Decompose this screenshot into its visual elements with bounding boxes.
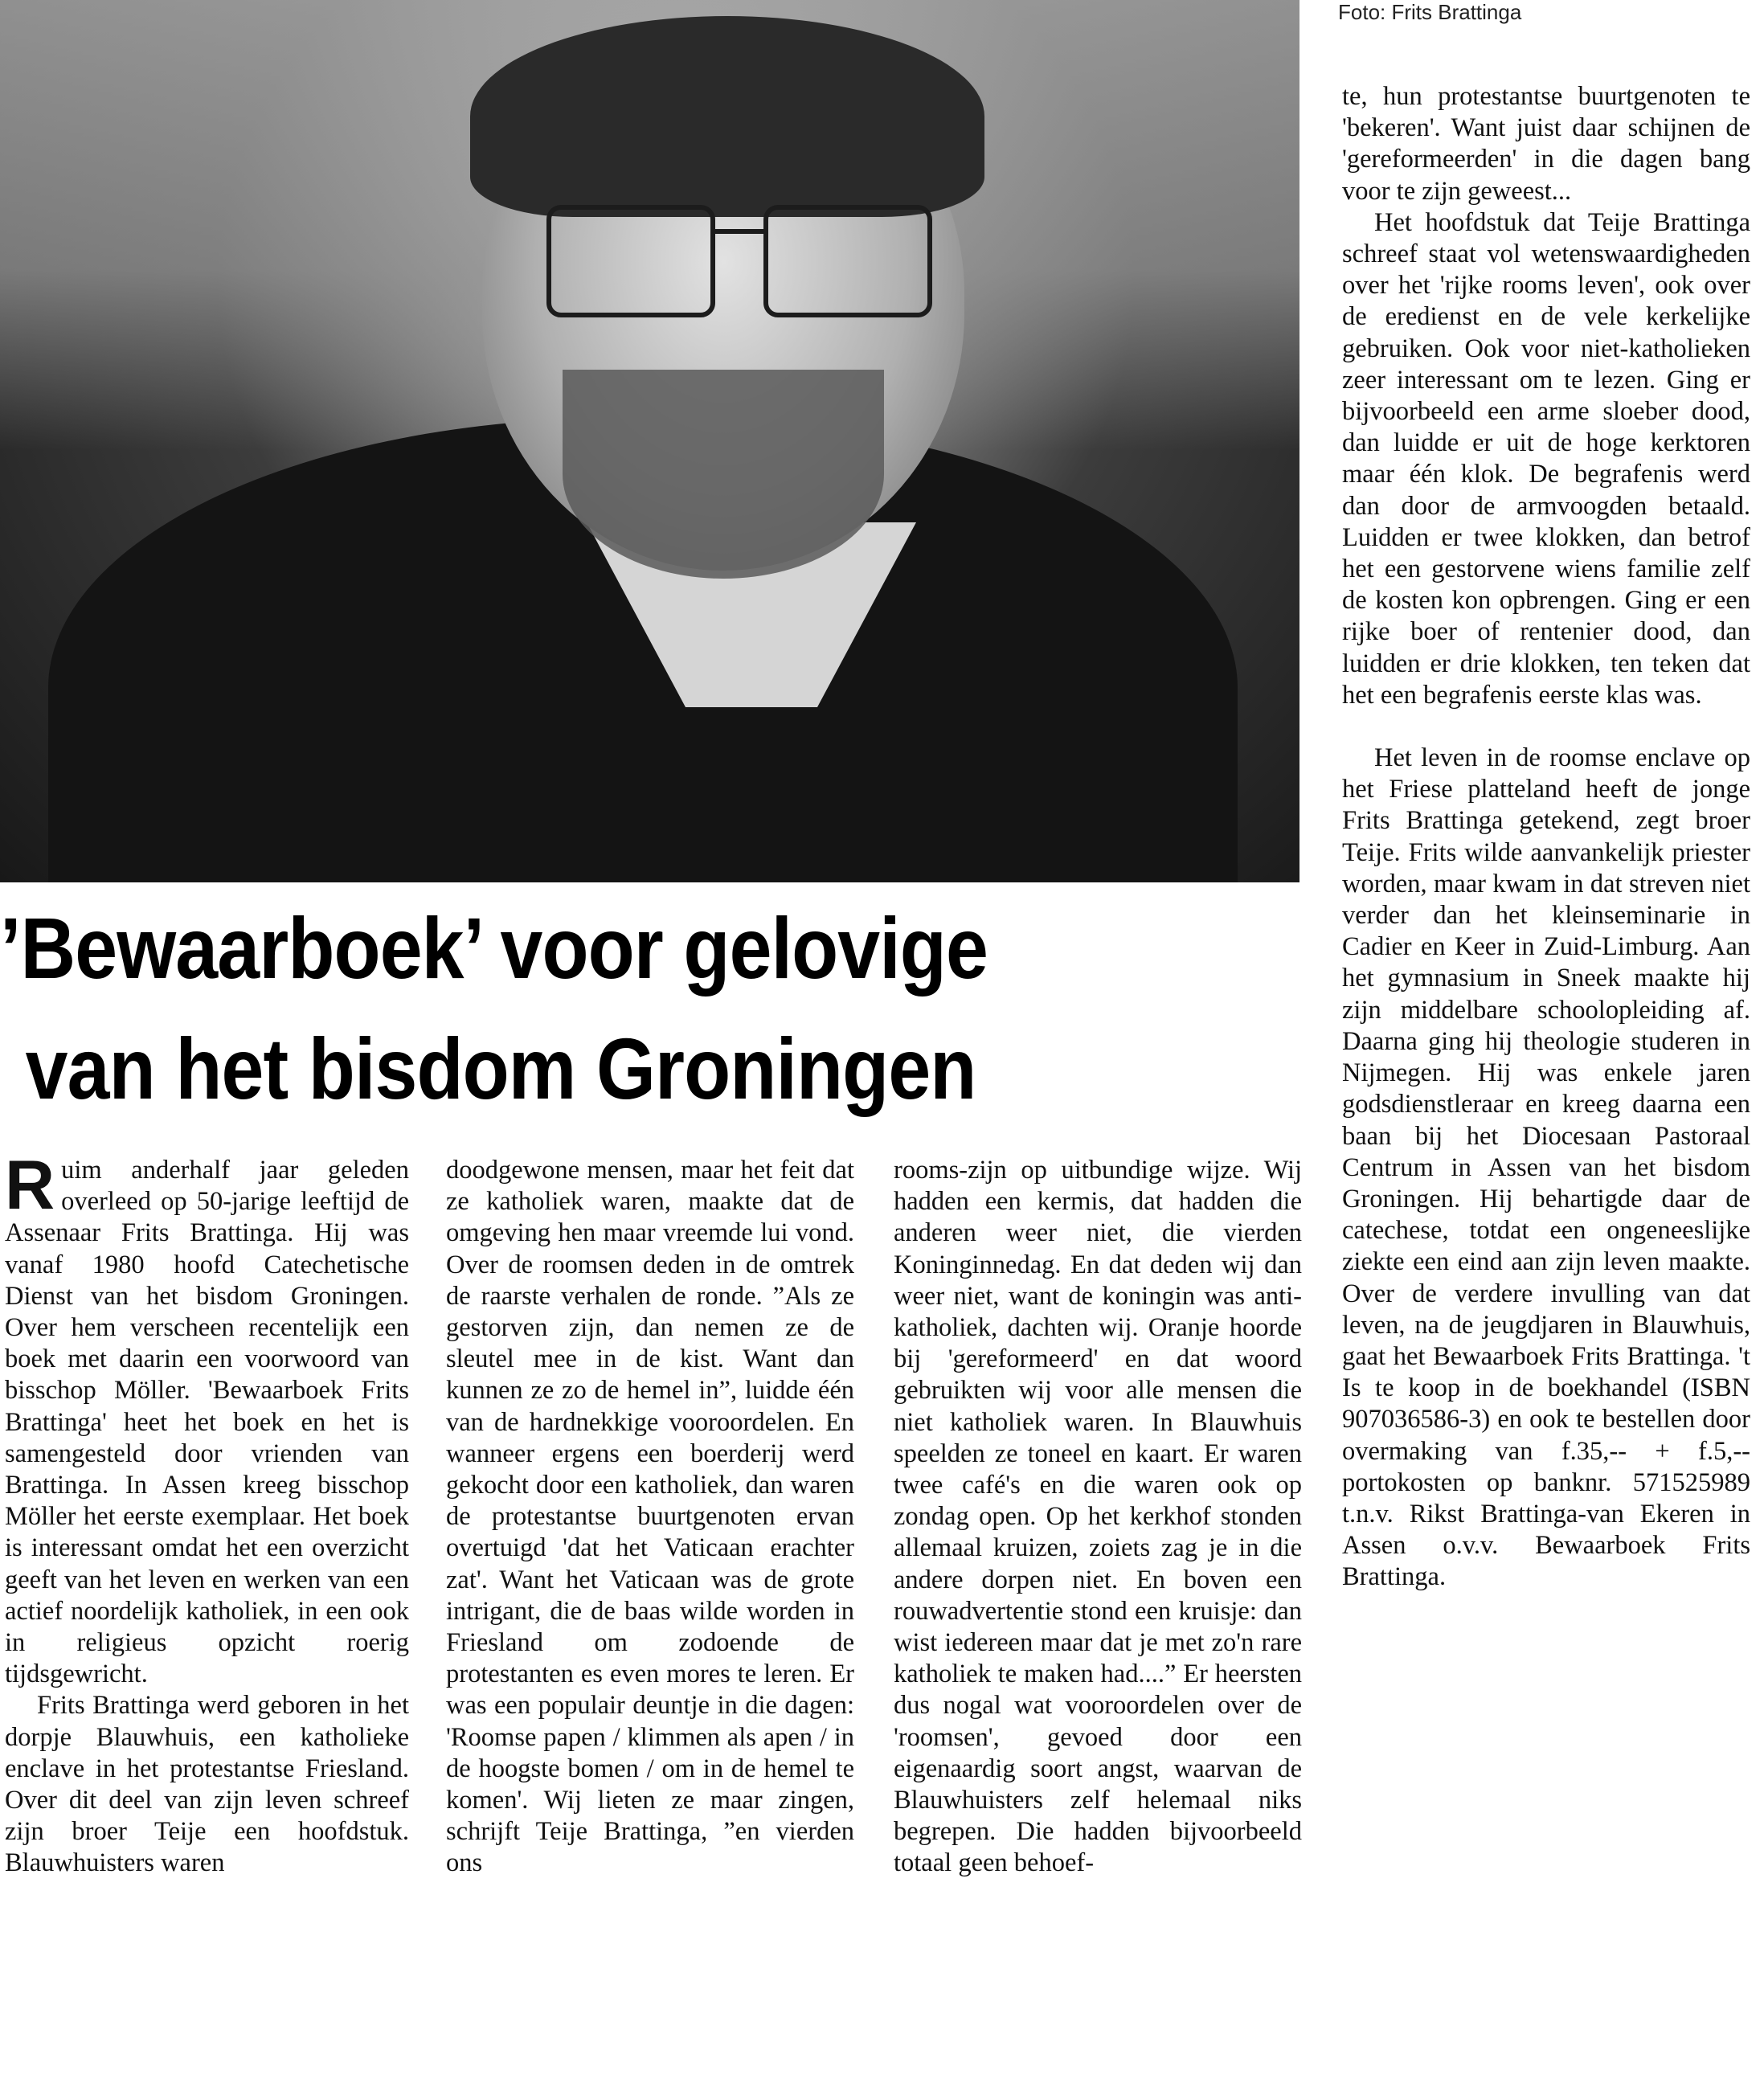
paragraph: Het hoofdstuk dat Teije Brattinga schreef staat vol wetenswaardigheden over het 'rijke rooms leven', ook over de eredienst en de vele kerkelijke gebruiken. Ook voor niet-katholieken zeer interessant om te lezen. Ging er bijvoorbeeld een arme sloeber dood, dan luidde er uit de hoge kerktoren maar één klok. De begrafenis werd dan door de armvoogden betaald. Luidden er twee klokken, dan betrof het een gestorvene wiens familie zelf de kosten kon opbrengen. Ging er een rijke boer of rentenier dood, dan luidden er drie klokken, ten teken dat het een begrafenis eerste klas was. [1342, 207, 1750, 710]
paragraph: rooms-zijn op uitbundige wijze. Wij hadden een kermis, dat hadden die anderen weer niet, die vierden Koninginnedag. En dat deden wij dan weer niet, want de koningin was anti-katholiek, dachten wij. Oranje hoorde bij 'gereformeerd' en dat woord gebruikten wij voor alle mensen die niet katholiek waren. In Blauwhuis speelden ze toneel en kaart. Er waren twee café's en die waren ook op zondag open. Op het kerkhof stonden allemaal kruizen, zoiets zag je in die andere dorpen niet. En boven een rouwadvertentie stond een kruisje: dan wist iedereen maar dat je met zo'n rare katholiek te maken had....” Er heersten dus nogal wat vooroordelen over de 'roomsen', gevoed door een eigenaardig soort angst, waarvan de Blauwhuisters zelf helemaal niks begrepen. Die hadden bijvoorbeeld totaal geen behoef- [894, 1156, 1302, 1878]
paragraph: Het leven in de roomse enclave op het Friese platteland heeft de jonge Frits Brattinga getekend, zegt broer Teije. Frits wilde aanvankelijk priester worden, maar kwam in dat streven niet verder dan het kleinseminarie in Cadier en Keer in Zuid-Limburg. Aan het gymnasium in Sneek maakte hij zijn middelbare schoolopleiding af. Daarna ging hij theologie studeren in Nijmegen. Hij was enkele jaren godsdienstleraar en kreeg daarna een baan bij het Diocesaan Pastoraal Centrum in Assen van het bisdom Groningen. Hij behartigde daar de catechese, totdat een ongeneeslijke ziekte een eind aan zijn leven maakte. Over de verdere invulling van dat leven, na de jeugdjaren in Blauwhuis, gaat het Bewaarboek Frits Brattinga. 't Is te koop in de boekhandel (ISBN 907036586-3) en ook te bestellen door overmaking van f.35,-- + f.5,-- portokosten op banknr. 571525989 t.n.v. Rikst Brattinga-van Ekeren in Assen o.v.v. Bewaarboek Frits Brattinga. [1342, 743, 1750, 1592]
headline-line-2: van het bisdom Groningen [25, 1020, 976, 1117]
paragraph: te, hun protestantse buurtgenoten te 'bekeren'. Want juist daar schijnen de 'gereformeerden' in die dagen bang voor te zijn geweest... [1342, 82, 1750, 206]
article-column-1 [5, 1147, 409, 1880]
paragraph: Frits Brattinga werd geboren in het dorpje Blauwhuis, een katholieke enclave in het protestantse Friesland. Over dit deel van zijn leven schreef zijn broer Teije een hoofdstuk. Blauwhuisters waren [5, 1691, 409, 1878]
photo-credit: Foto: Frits Brattinga [1338, 0, 1522, 24]
paragraph: doodgewone mensen, maar het feit dat ze katholiek waren, maakte dat de omgeving hen maar vreemde lui vond. Over de roomsen deden in de omtrek de raarste verhalen de ronde. ”Als ze gestorven zijn, dan nemen ze de sleutel mee in de kist. Want dan kunnen ze zo de hemel in”, luidde één van de hardnekkige vooroordelen. En wanneer ergens een boerderij werd gekocht door een katholiek, dan waren de protestantse buurtgenoten ervan overtuigd 'dat het Vaticaan erachter zat'. Want het Vaticaan was de grote intrigant, die de baas wilde worden in Friesland om zodoende de protestanten es even mores te leren. Er was een populair deuntje in die dagen: 'Roomse papen / klimmen als apen / in de hoogste bomen / om in de hemel te komen'. Wij lieten ze maar zingen, schrijft Teije Brattinga, ”en vierden ons [446, 1156, 854, 1878]
drop-cap: R [5, 1147, 55, 1224]
article-column-3 [894, 1155, 1302, 1880]
portrait-photo [0, 0, 1299, 882]
article-column-4 [1342, 81, 1750, 1594]
headline [0, 888, 1160, 1129]
article-column-2 [446, 1155, 854, 1880]
paragraph: uim anderhalf jaar geleden overleed op 50-jarige leeftijd de Assenaar Frits Brattinga. Hij was vanaf 1980 hoofd Catechetische Dienst van het bisdom Groningen. Over hem verscheen recentelijk een boek met daarin een voorwoord van bisschop Möller. 'Bewaarboek Frits Brattinga' heet het boek en het is samengesteld door vrienden van Brattinga. In Assen kreeg bisschop Möller het eerste exemplaar. Het boek is interessant omdat het een overzicht geeft van het leven en werken van een actief noordelijk katholiek, in een ook in religieus opzicht roerig tijdsgewricht. [5, 1156, 409, 1689]
headline-line-1: ’Bewaarboek’ voor gelovige [0, 899, 988, 997]
